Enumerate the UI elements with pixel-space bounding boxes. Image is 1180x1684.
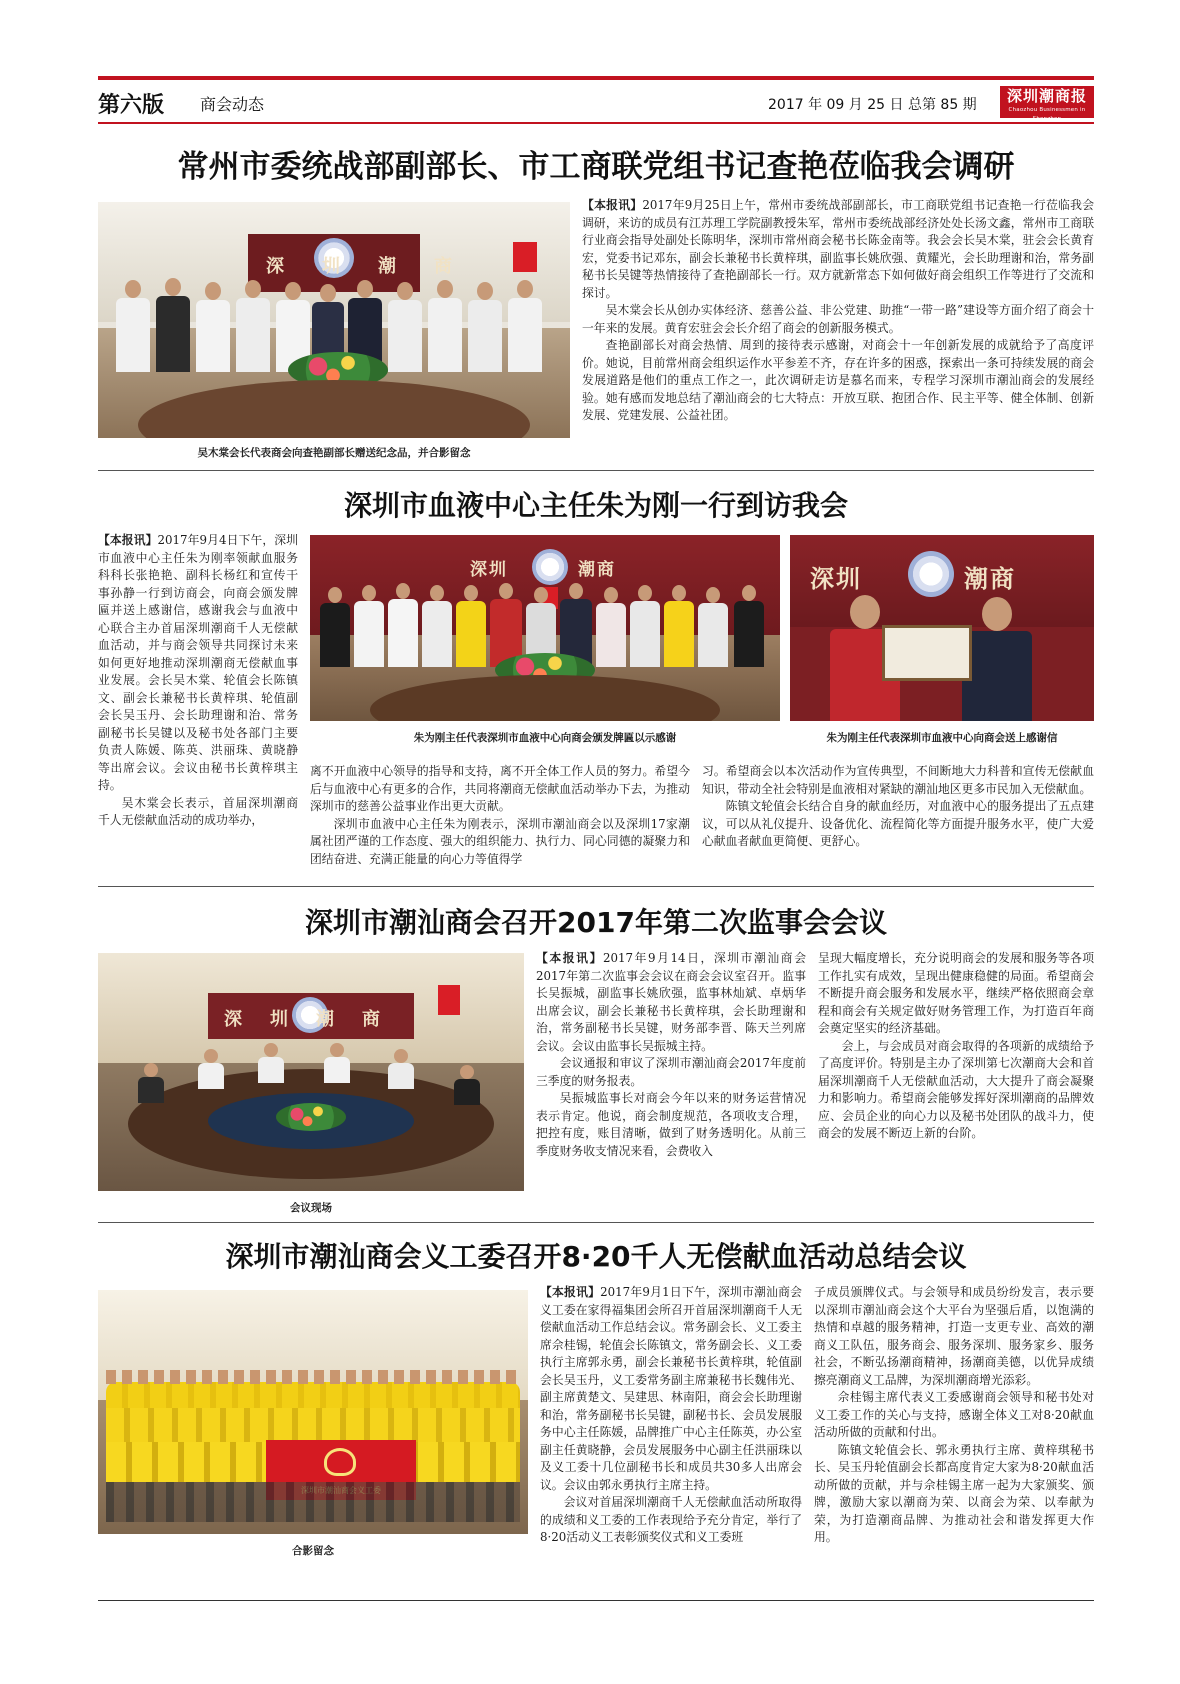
article1-tag: 【本报讯】 — [582, 198, 643, 212]
article2-caption-left: 朱为刚主任代表深圳市血液中心向商会颁发牌匾以示感谢 — [413, 732, 677, 744]
article2-paragraph: 习。希望商会以本次活动作为宣传典型，不间断地大力科普和宣传无偿献血知识，带动全社会特别是血液相对紧缺的潮汕地区更多市民加入无偿献血。 — [702, 764, 1094, 796]
page-label: 第六版 — [98, 93, 165, 118]
article3-column-1 — [536, 950, 806, 1214]
article2-column-1 — [98, 532, 298, 878]
article1-paragraph: 吴木棠会长从创办实体经济、慈善公益、非公党建、助推“一带一路”建设等方面介绍了商会十一年来的发展。黄育宏驻会会长介绍了商会的创新服务模式。 — [582, 303, 1094, 335]
masthead-top-rule — [98, 76, 1094, 80]
article3-caption: 会议现场 — [290, 1202, 332, 1214]
section-divider — [98, 1222, 1094, 1223]
article2-photo-right — [790, 535, 1094, 721]
article4-photo — [98, 1290, 528, 1534]
logo-title: 深圳潮商报 — [1006, 87, 1087, 105]
article2-photo-right-sign: 深圳 — [810, 565, 862, 593]
article4-headline: 深圳市潮汕商会义工委召开8·20千人无偿献血活动总结会议 — [225, 1240, 967, 1273]
issue-date-line: 2017 年 09 月 25 日 总第 85 期 — [768, 97, 977, 113]
article4-column-1 — [540, 1284, 802, 1594]
article2-column-2 — [310, 763, 690, 878]
article1-photo-sign: 深圳潮商 — [266, 256, 490, 277]
article2-paragraph: 离不开血液中心领导的指导和支持，离不开全体工作人员的努力。希望今后与血液中心有更多的合作，共同将潮商无偿献血活动举办下去，为推动深圳市的慈善公益事业作出更大贡献。 — [310, 764, 690, 813]
article3-headline: 深圳市潮汕商会召开2017年第二次监事会会议 — [305, 906, 887, 939]
article2-paragraph: 深圳市血液中心主任朱为刚表示，深圳市潮汕商会以及深圳17家潮属社团严谨的工作态度、强大的组织能力、执行力、同心同德的凝聚力和团结奋进、充满正能量的向心力等值得学 — [310, 816, 690, 866]
article1-photo — [98, 202, 570, 438]
article3-column-2 — [818, 950, 1094, 1214]
article2-photo-sign-2: 潮商 — [578, 560, 616, 580]
article3-paragraph: 会议通报和审议了深圳市潮汕商会2017年度前三季度的财务报表。 — [536, 1056, 806, 1088]
article1-paragraph: 【本报讯】2017年9月25日上午，常州市委统战部副部长，市工商联党组书记查艳一行莅临我会调研，来访的成员有江苏理工学院副教授朱军，常州市委统战部经济处处长汤文鑫，常州市工商联行业商会指导处副处长陈明华，深圳市常州商会秘书长陈金南等。我会会长吴木棠，驻会会长黄育宏，党委书记邓东，副会长兼秘书长黄梓琪，副监事长姚欣强、黄耀光，会长助理谢和治，常务副秘书长吴键等热情接待了查艳副部长一行。双方就新常态下如何做好商会组织工作等进行了交流和探讨。 — [582, 198, 1094, 300]
article2-paragraph: 陈镇文轮值会长结合自身的献血经历，对血液中心的服务提出了五点建议，可以从礼仪提升、设备优化、流程简化等方面提升服务水平，使广大爱心献血者献血更简便、更舒心。 — [702, 799, 1094, 848]
article2-photo-sign: 深圳 — [470, 560, 508, 580]
article3-tag: 【本报讯】 — [536, 951, 603, 965]
article3-photo — [98, 953, 524, 1191]
article2-photo-right-sign-2: 潮商 — [964, 565, 1016, 593]
article2-headline: 深圳市血液中心主任朱为刚一行到访我会 — [343, 489, 848, 522]
article3-photo-sign: 深圳潮商 — [224, 1009, 408, 1030]
article4-paragraph: 子成员颁牌仪式。与会领导和成员纷纷发言，表示要以深圳市潮汕商会这个大平台为坚强后盾，以饱满的热情和卓越的服务精神，打造一支更专业、高效的潮商义工队伍，服务商会、服务深圳、服务家乡、服务社会，不断弘扬潮商精神，扬潮商美德，以优异成绩擦亮潮商义工品牌，为深圳潮商增光添彩。 — [814, 1285, 1094, 1387]
article2-paragraph: 吴木棠会长表示，首届深圳潮商千人无偿献血活动的成功举办， — [98, 795, 298, 827]
article4-caption: 合影留念 — [292, 1545, 334, 1557]
article1-body — [582, 197, 1094, 462]
masthead-bottom-rule — [98, 122, 1094, 124]
article4-tag: 【本报讯】 — [540, 1285, 601, 1299]
article4-paragraph: 【本报讯】2017年9月1日下午，深圳市潮汕商会义工委在家得福集团会所召开首届深圳潮商千人无偿献血活动工作总结会议。常务副会长、义工委主席佘桂锡，轮值会长陈镇文，常务副会长、义工委执行主席郭永勇，副会长兼秘书长黄梓琪，轮值副会长吴玉丹，义工委常务副主席兼秘书长魏伟光、副主席黄楚文、吴建思、林南阳，商会会长助理谢和治，常务副秘书长吴键，副秘书长、会员发展服务中心主任陈媛，品牌推广中心主任陈英，办公室副主任黄晓静，会员发展服务中心副主任洪丽珠以及义工委十几位副秘书长和成员共30多人出席会议。会议由郭永勇执行主席主持。 — [540, 1285, 802, 1492]
article2-caption-right: 朱为刚主任代表深圳市血液中心向商会送上感谢信 — [826, 732, 1058, 744]
article3-paragraph: 会上，与会成员对商会取得的各项新的成绩给予了高度评价。特别是主办了深圳第七次潮商大会和首届深圳潮商千人无偿献血活动，大大提升了商会凝聚力和影响力。希望商会能够发挥好深圳潮商的品牌效应、会员企业的向心力以及秘书处团队的战斗力，使商会的发展不断迈上新的台阶。 — [818, 1038, 1094, 1140]
newspaper-logo — [1000, 86, 1094, 122]
article3-paragraph: 吴振城监事长对商会今年以来的财务运营情况表示肯定。他说，商会制度规范，各项收支合理，把控有度，账目清晰，做到了财务透明化。从前三季度财务收支情况来看，会费收入 — [536, 1091, 806, 1158]
article2-tag: 【本报讯】 — [98, 533, 158, 547]
article3-paragraph: 呈现大幅度增长，充分说明商会的发展和服务等各项工作扎实有成效，呈现出健康稳健的局面。希望商会不断提升商会服务和发展水平，继续严格依照商会章程和商会有关规定做好财务管理工作，为打造百年商会奠定坚实的经济基础。 — [818, 951, 1094, 1035]
section-divider — [98, 470, 1094, 471]
article2-column-3 — [702, 763, 1094, 878]
article3-paragraph: 【本报讯】2017年9月14日，深圳市潮汕商会2017年第二次监事会会议在商会会议室召开。监事长吴振城，副监事长姚欣强，监事林灿斌、卓炳华出席会议，副会长兼秘书长黄梓琪，会长助理谢和治，常务副秘书长吴键，财务部李晋、陈天兰列席会议。会议由监事长吴振城主持。 — [536, 951, 806, 1053]
article2-photo-left — [310, 535, 780, 721]
logo-subtitle: Chaozhou Businessmen in Shenzhen — [1008, 107, 1086, 122]
article4-column-2 — [814, 1284, 1094, 1594]
section-label: 商会动态 — [200, 95, 265, 114]
article1-paragraph: 查艳副部长对商会热情、周到的接待表示感谢，对商会十一年创新发展的成就给予了高度评价。她说，目前常州商会组织运作水平参差不齐，存在许多的困惑，探索出一条可持续发展的商会发展道路是他们的重点工作之一，此次调研走访是慕名而来，专程学习深圳市潮汕商会的发展经验。她有感而发地总结了潮汕商会的七大特点：开放互联、抱团合作、民主平等、健全体制、创新发展、党建发展、公益社团。 — [582, 338, 1094, 422]
article4-paragraph: 佘桂锡主席代表义工委感谢商会领导和秘书处对义工委工作的关心与支持，感谢全体义工对8·20献血活动所做的贡献和付出。 — [814, 1390, 1094, 1439]
article1-caption: 吴木棠会长代表商会向查艳副部长赠送纪念品，并合影留念 — [197, 447, 471, 459]
page-bottom-rule — [98, 1600, 1094, 1601]
article4-paragraph: 会议对首届深圳潮商千人无偿献血活动所取得的成绩和义工委的工作表现给予充分肯定，举行了8·20活动义工表彰颁奖仪式和义工委班 — [540, 1495, 802, 1544]
article1-headline: 常州市委统战部副部长、市工商联党组书记查艳莅临我会调研 — [177, 149, 1015, 185]
section-divider — [98, 886, 1094, 887]
article4-paragraph: 陈镇文轮值会长、郭永勇执行主席、黄梓琪秘书长、吴玉丹轮值副会长都高度肯定大家为8·20献血活动所做的贡献，并与佘桂锡主席一起为大家颁奖、颁牌，激励大家以潮商为荣、以商会为荣、以奉献为荣，为打造潮商品牌、为推动社会和谐发挥更大作用。 — [814, 1442, 1094, 1544]
article2-paragraph: 【本报讯】2017年9月4日下午，深圳市血液中心主任朱为刚率领献血服务科科长张艳艳、副科长杨红和宣传干事孙静一行到访商会，向商会颁发牌匾并送上感谢信，感谢我会与血液中心联合主办首届深圳潮商千人无偿献血活动，并与商会领导共同探讨未来如何更好地推动深圳潮商无偿献血事业发展。会长吴木棠、轮值会长陈镇文、副会长兼秘书长黄梓琪、轮值副会长吴玉丹、会长助理谢和治、常务副秘书长吴键以及秘书处各部门主要负责人陈媛、陈英、洪丽珠、黄晓静等出席会议。会议由秘书长黄梓琪主持。 — [98, 533, 298, 792]
